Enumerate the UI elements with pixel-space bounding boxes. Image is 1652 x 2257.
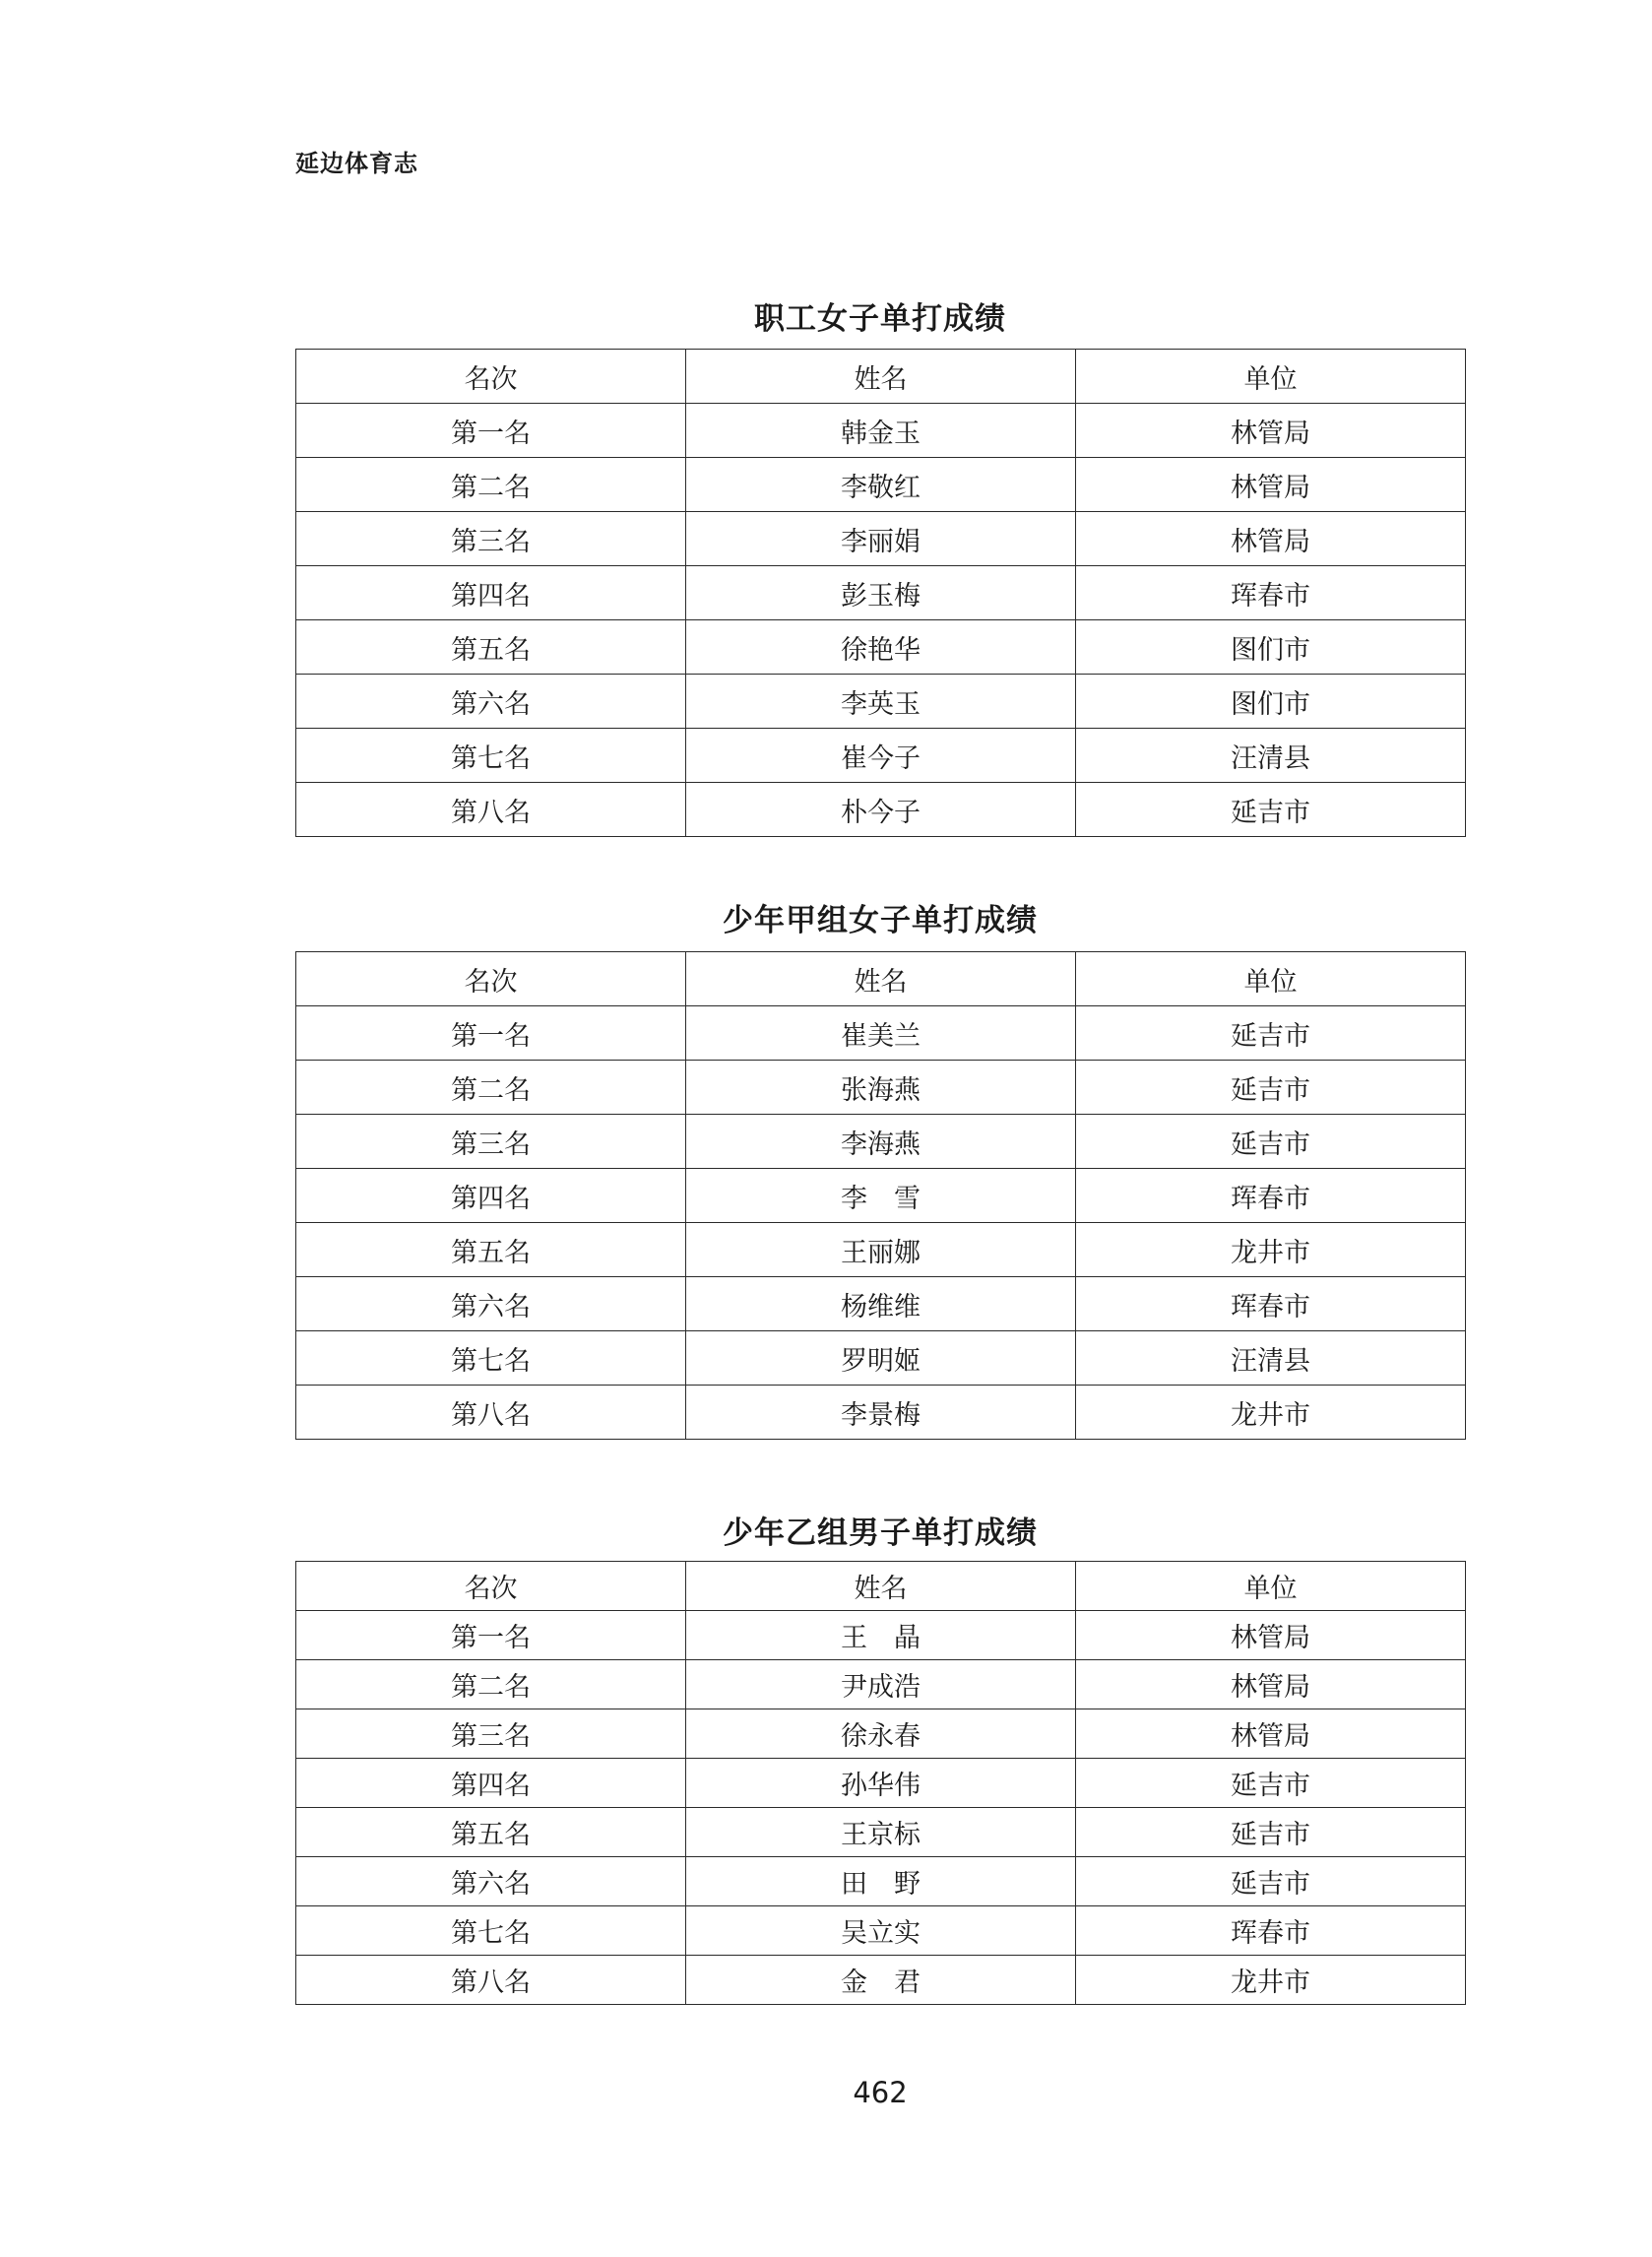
table-row	[296, 566, 1466, 620]
cell-unit: 图们市	[1076, 620, 1466, 675]
cell-name: 彭玉梅	[686, 566, 1076, 620]
table-header-row	[296, 350, 1466, 404]
cell-name: 田 野	[686, 1857, 1076, 1906]
table-row	[296, 1386, 1466, 1440]
table-row	[296, 512, 1466, 566]
running-head: 延边体育志	[295, 150, 418, 177]
cell-name: 李丽娟	[686, 512, 1076, 566]
cell-rank: 第五名	[296, 1223, 686, 1277]
cell-unit: 林管局	[1076, 1709, 1466, 1759]
table-row	[296, 1331, 1466, 1386]
column-header-unit: 单位	[1076, 350, 1466, 404]
cell-name: 李海燕	[686, 1115, 1076, 1169]
table-header-row	[296, 952, 1466, 1006]
cell-unit: 林管局	[1076, 512, 1466, 566]
table-row	[296, 1660, 1466, 1709]
table-row	[296, 1115, 1466, 1169]
cell-name: 崔美兰	[686, 1006, 1076, 1061]
cell-unit: 珲春市	[1076, 1906, 1466, 1956]
cell-unit: 林管局	[1076, 1611, 1466, 1660]
table-row	[296, 783, 1466, 837]
column-header-unit: 单位	[1076, 1562, 1466, 1611]
cell-unit: 龙井市	[1076, 1386, 1466, 1440]
cell-rank: 第七名	[296, 1906, 686, 1956]
table-row	[296, 1611, 1466, 1660]
cell-rank: 第五名	[296, 620, 686, 675]
cell-name: 朴今子	[686, 783, 1076, 837]
cell-rank: 第三名	[296, 1709, 686, 1759]
column-header-rank: 名次	[296, 350, 686, 404]
cell-unit: 延吉市	[1076, 1759, 1466, 1808]
cell-rank: 第七名	[296, 729, 686, 783]
cell-rank: 第四名	[296, 566, 686, 620]
cell-rank: 第四名	[296, 1759, 686, 1808]
cell-rank: 第二名	[296, 458, 686, 512]
column-header-name: 姓名	[686, 952, 1076, 1006]
table-row	[296, 1709, 1466, 1759]
cell-rank: 第四名	[296, 1169, 686, 1223]
cell-rank: 第三名	[296, 1115, 686, 1169]
column-header-rank: 名次	[296, 1562, 686, 1611]
cell-rank: 第三名	[296, 512, 686, 566]
cell-name: 张海燕	[686, 1061, 1076, 1115]
cell-unit: 延吉市	[1076, 1808, 1466, 1857]
cell-rank: 第六名	[296, 1277, 686, 1331]
table-row	[296, 1277, 1466, 1331]
cell-name: 王丽娜	[686, 1223, 1076, 1277]
cell-rank: 第一名	[296, 1006, 686, 1061]
cell-unit: 汪清县	[1076, 729, 1466, 783]
cell-name: 李 雪	[686, 1169, 1076, 1223]
table-row	[296, 1223, 1466, 1277]
cell-name: 吴立实	[686, 1906, 1076, 1956]
table-row	[296, 1061, 1466, 1115]
column-header-unit: 单位	[1076, 952, 1466, 1006]
section-title-3: 少年乙组男子单打成绩	[723, 1515, 1038, 1551]
section-title-1: 职工女子单打成绩	[754, 301, 1006, 337]
cell-name: 金 君	[686, 1956, 1076, 2005]
cell-unit: 延吉市	[1076, 1857, 1466, 1906]
cell-rank: 第五名	[296, 1808, 686, 1857]
table-header-row	[296, 1562, 1466, 1611]
cell-name: 徐永春	[686, 1709, 1076, 1759]
cell-rank: 第一名	[296, 404, 686, 458]
cell-name: 韩金玉	[686, 404, 1076, 458]
table-row	[296, 675, 1466, 729]
cell-name: 李敬红	[686, 458, 1076, 512]
table-row	[296, 1808, 1466, 1857]
cell-name: 徐艳华	[686, 620, 1076, 675]
cell-rank: 第七名	[296, 1331, 686, 1386]
cell-rank: 第二名	[296, 1061, 686, 1115]
table-row	[296, 1759, 1466, 1808]
cell-unit: 汪清县	[1076, 1331, 1466, 1386]
column-header-name: 姓名	[686, 1562, 1076, 1611]
cell-rank: 第六名	[296, 1857, 686, 1906]
table-row	[296, 1906, 1466, 1956]
cell-name: 尹成浩	[686, 1660, 1076, 1709]
cell-unit: 延吉市	[1076, 1115, 1466, 1169]
results-table-2	[295, 951, 1466, 1440]
cell-name: 崔今子	[686, 729, 1076, 783]
table-row	[296, 1956, 1466, 2005]
cell-name: 杨维维	[686, 1277, 1076, 1331]
cell-name: 王京标	[686, 1808, 1076, 1857]
cell-unit: 珲春市	[1076, 1277, 1466, 1331]
cell-unit: 林管局	[1076, 404, 1466, 458]
cell-unit: 图们市	[1076, 675, 1466, 729]
cell-name: 李景梅	[686, 1386, 1076, 1440]
cell-rank: 第一名	[296, 1611, 686, 1660]
cell-unit: 珲春市	[1076, 566, 1466, 620]
column-header-rank: 名次	[296, 952, 686, 1006]
cell-rank: 第六名	[296, 675, 686, 729]
cell-unit: 延吉市	[1076, 1061, 1466, 1115]
cell-unit: 林管局	[1076, 458, 1466, 512]
cell-unit: 龙井市	[1076, 1223, 1466, 1277]
table-row	[296, 729, 1466, 783]
page-number: 462	[853, 2076, 908, 2109]
cell-name: 孙华伟	[686, 1759, 1076, 1808]
cell-unit: 珲春市	[1076, 1169, 1466, 1223]
cell-unit: 龙井市	[1076, 1956, 1466, 2005]
cell-rank: 第八名	[296, 783, 686, 837]
table-row	[296, 458, 1466, 512]
cell-unit: 林管局	[1076, 1660, 1466, 1709]
cell-name: 王 晶	[686, 1611, 1076, 1660]
results-table-1	[295, 349, 1466, 837]
table-row	[296, 404, 1466, 458]
cell-name: 罗明姬	[686, 1331, 1076, 1386]
cell-name: 李英玉	[686, 675, 1076, 729]
cell-unit: 延吉市	[1076, 783, 1466, 837]
cell-unit: 延吉市	[1076, 1006, 1466, 1061]
table-row	[296, 1006, 1466, 1061]
table-row	[296, 620, 1466, 675]
table-row	[296, 1857, 1466, 1906]
section-title-2: 少年甲组女子单打成绩	[723, 903, 1038, 938]
table-row	[296, 1169, 1466, 1223]
results-table-3	[295, 1561, 1466, 2005]
column-header-name: 姓名	[686, 350, 1076, 404]
cell-rank: 第二名	[296, 1660, 686, 1709]
cell-rank: 第八名	[296, 1386, 686, 1440]
cell-rank: 第八名	[296, 1956, 686, 2005]
